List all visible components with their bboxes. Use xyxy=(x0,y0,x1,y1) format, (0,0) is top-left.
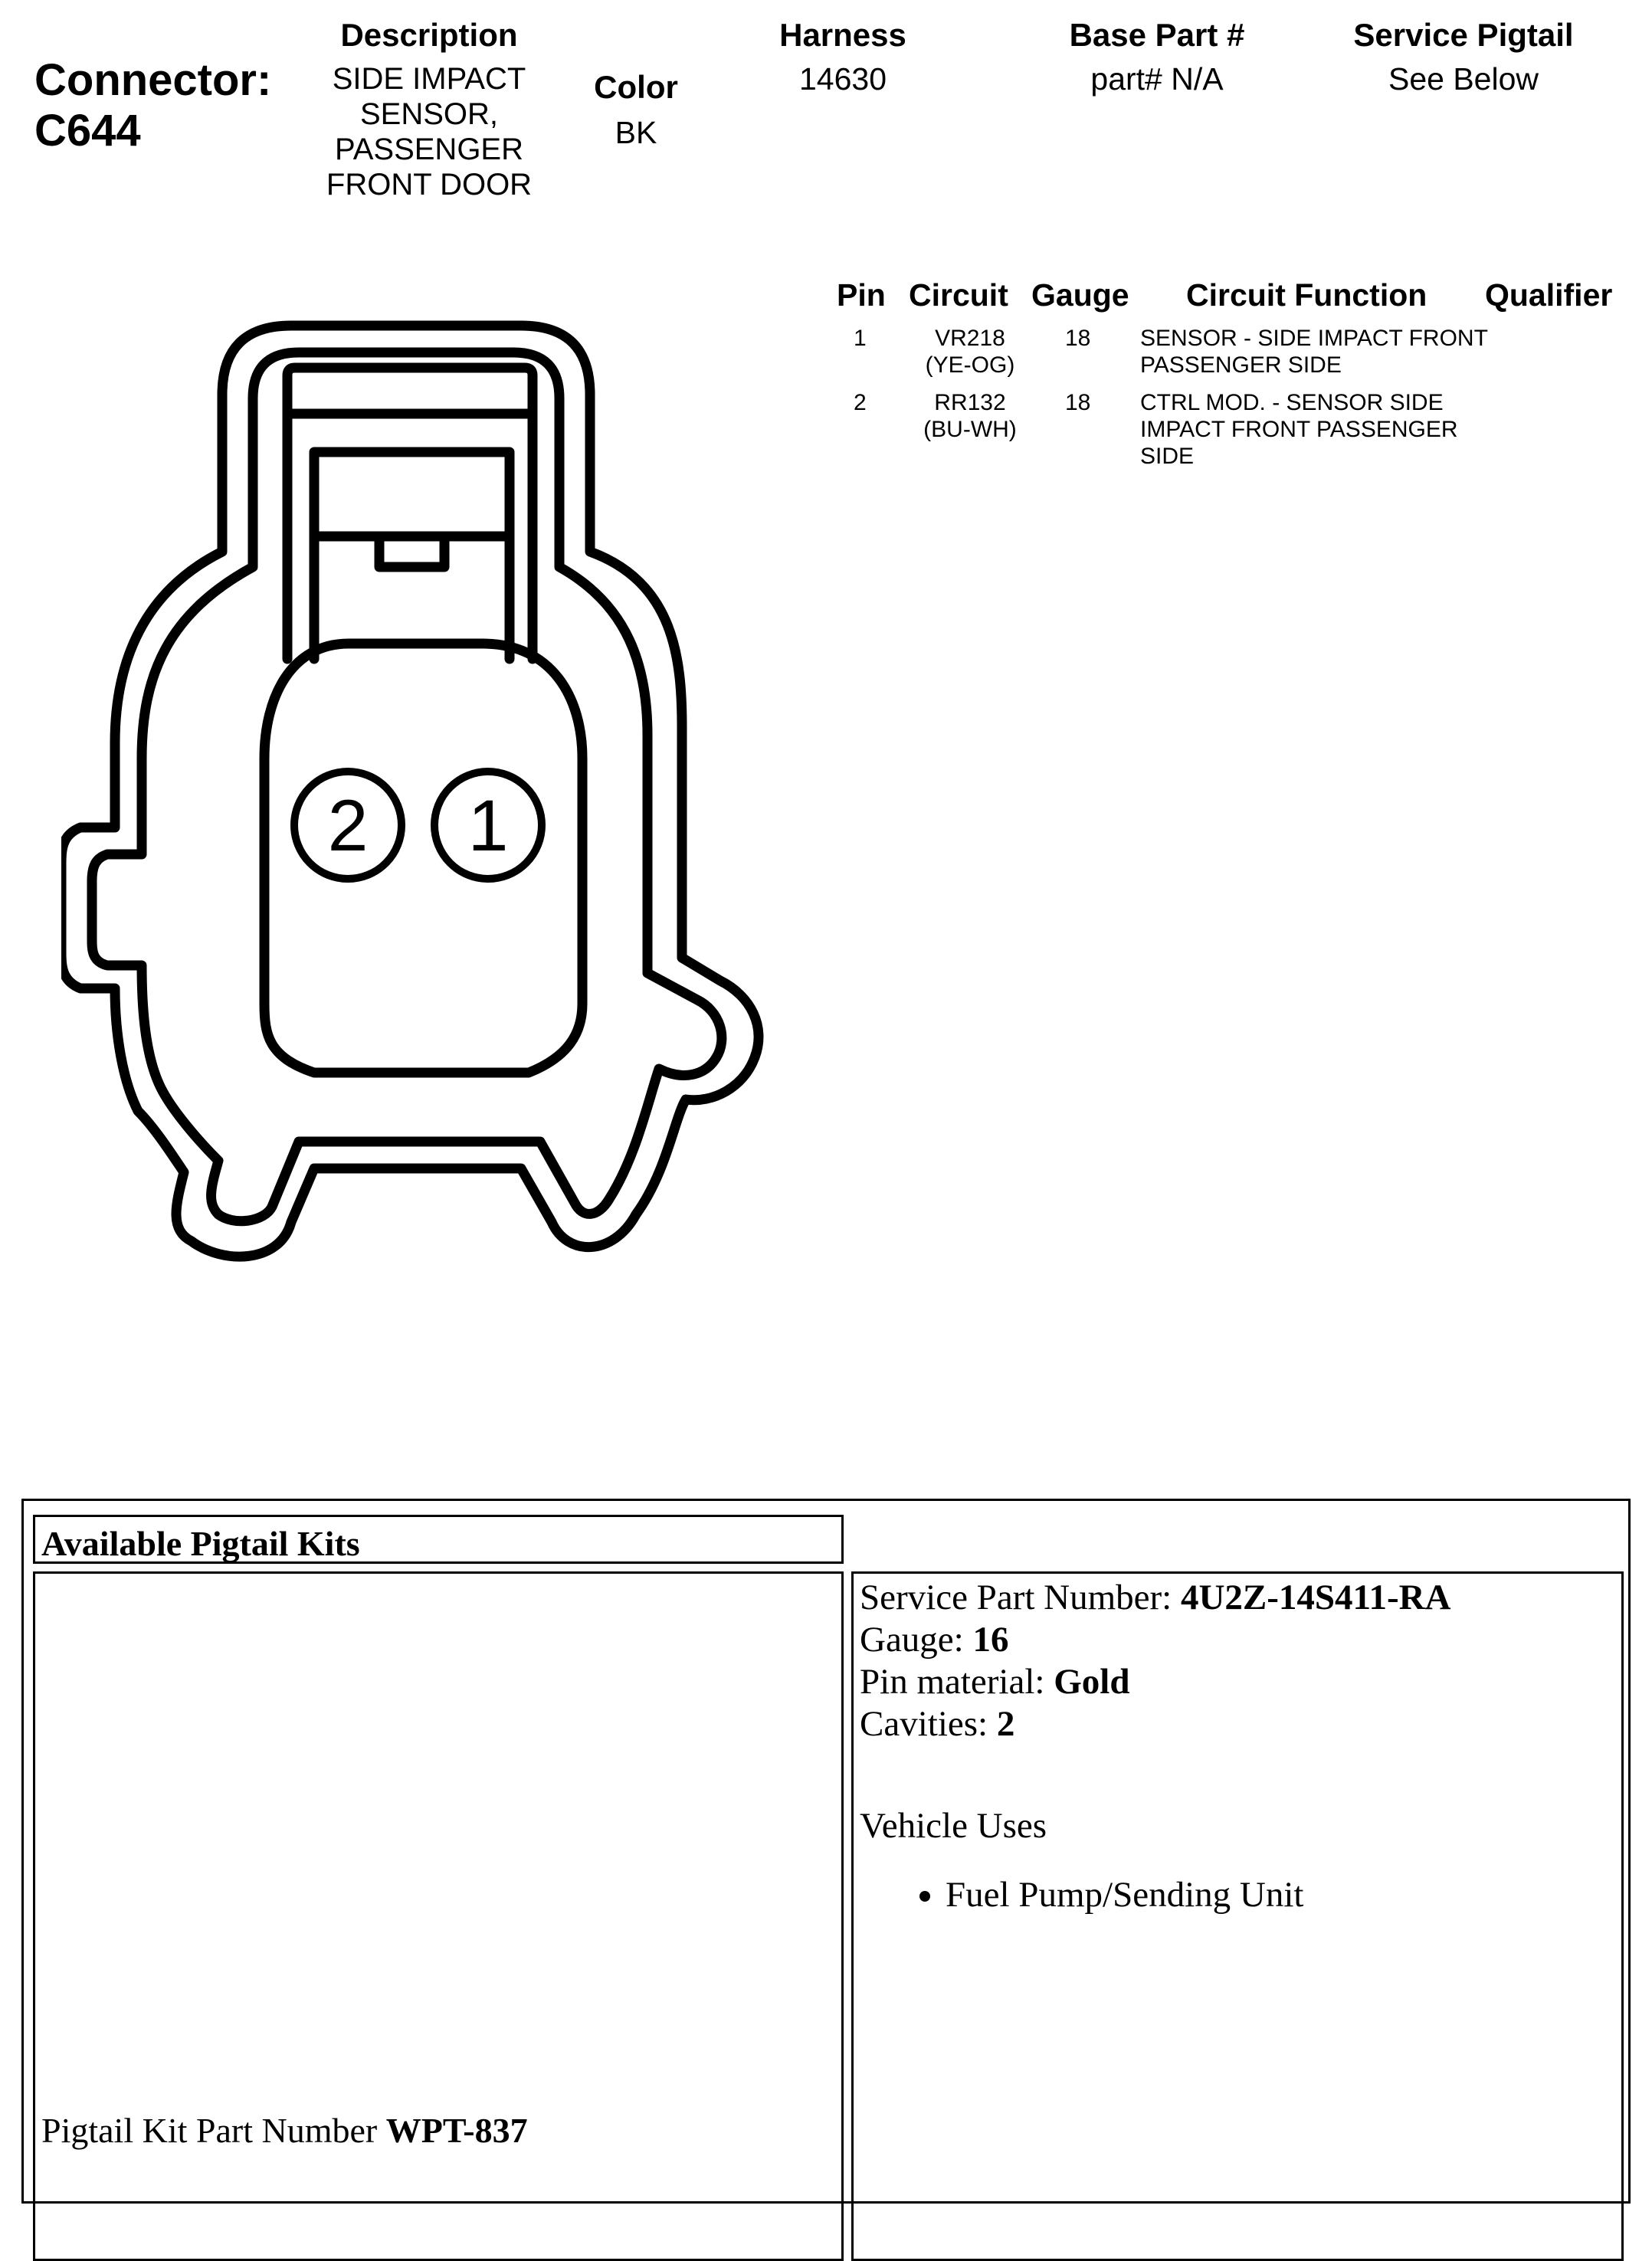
pigtail-kits-title: Available Pigtail Kits xyxy=(41,1524,360,1563)
pigtail-kits-panel xyxy=(21,1499,1631,2204)
qualifier-header: Qualifier xyxy=(1485,277,1613,313)
connector-id: C644 xyxy=(34,106,141,156)
service-pigtail-column xyxy=(1333,17,1594,97)
circuit-id: RR132 xyxy=(934,390,1006,415)
service-part-value: 4U2Z-14S411-RA xyxy=(1180,1578,1451,1617)
gauge-header: Gauge xyxy=(1031,277,1129,313)
color-value: BK xyxy=(615,115,657,150)
table-row xyxy=(828,325,1624,386)
connector-face-diagram xyxy=(61,299,797,1287)
cavities-label: Cavities: xyxy=(860,1704,988,1744)
harness-label: Harness xyxy=(779,17,906,53)
gauge-line xyxy=(860,1619,1451,1661)
service-part-line xyxy=(860,1577,1451,1619)
gauge-label: Gauge: xyxy=(860,1620,964,1660)
base-part-value: part# N/A xyxy=(1090,61,1224,97)
circuit-cell xyxy=(909,325,1031,378)
circuit-cell xyxy=(909,389,1031,443)
service-pigtail-label: Service Pigtail xyxy=(1353,17,1574,53)
pigtail-kit-image-cell xyxy=(33,1571,844,2261)
description-line: PASSENGER xyxy=(335,133,523,166)
table-row xyxy=(828,389,1624,481)
cavities-value: 2 xyxy=(996,1704,1015,1744)
cavities-line xyxy=(860,1703,1451,1745)
pigtail-kit-part-number xyxy=(41,2110,528,2151)
pigtail-kit-part-value: WPT-837 xyxy=(385,2111,528,2150)
list-item: • Fuel Pump/Sending Unit xyxy=(946,1874,1303,1915)
pin-number: 1 xyxy=(854,326,867,351)
harness-value: 14630 xyxy=(798,61,887,97)
latch-inner xyxy=(314,452,510,659)
circuit-id: VR218 xyxy=(935,326,1005,351)
color-column xyxy=(559,69,713,151)
pin-number: 2 xyxy=(854,390,867,415)
pigtail-kit-details-cell xyxy=(851,1571,1624,2261)
pin-material-value: Gold xyxy=(1054,1662,1130,1702)
vehicle-uses-list xyxy=(860,1874,1303,1915)
function-cell: CTRL MOD. - SENSOR SIDE IMPACT FRONT PASSENGER SIDE xyxy=(1140,390,1458,469)
connector-title xyxy=(34,55,271,156)
pin-header: Pin xyxy=(837,277,886,313)
pin-material-line xyxy=(860,1661,1451,1703)
pigtail-kit-part-label: Pigtail Kit Part Number xyxy=(41,2111,378,2150)
pigtail-kit-specs xyxy=(860,1577,1451,1745)
description-line: SENSOR, xyxy=(359,97,499,131)
circuit-color: (YE-OG) xyxy=(925,352,1015,378)
description-label: Description xyxy=(340,17,518,53)
gauge-value: 16 xyxy=(972,1620,1009,1660)
color-label: Color xyxy=(594,69,678,105)
gauge-cell: 18 xyxy=(1065,390,1091,415)
base-part-label: Base Part # xyxy=(1069,17,1245,53)
circuit-function-header: Circuit Function xyxy=(1186,277,1427,313)
circuit-header: Circuit xyxy=(909,277,1008,313)
service-part-label: Service Part Number: xyxy=(860,1578,1172,1617)
description-line: FRONT DOOR xyxy=(326,168,533,202)
pin-material-label: Pin material: xyxy=(860,1662,1045,1702)
harness-column xyxy=(736,17,950,97)
vehicle-uses-label: Vehicle Uses xyxy=(860,1806,1047,1846)
base-part-column xyxy=(1027,17,1287,97)
description-value xyxy=(291,61,567,202)
pin-2-label: 2 xyxy=(327,785,369,867)
pin-1-label: 1 xyxy=(467,785,509,867)
circuit-color: (BU-WH) xyxy=(923,417,1017,442)
connector-housing-outer xyxy=(61,326,759,1257)
description-column xyxy=(291,17,567,202)
connector-housing-inner xyxy=(92,352,722,1221)
gauge-cell: 18 xyxy=(1065,326,1091,351)
function-cell: SENSOR - SIDE IMPACT FRONT PASSENGER SIDE xyxy=(1140,326,1488,378)
description-line: SIDE IMPACT xyxy=(332,62,526,96)
service-pigtail-value: See Below xyxy=(1388,61,1539,97)
connector-label: Connector: xyxy=(34,55,272,105)
pigtail-kits-header xyxy=(33,1515,844,1564)
